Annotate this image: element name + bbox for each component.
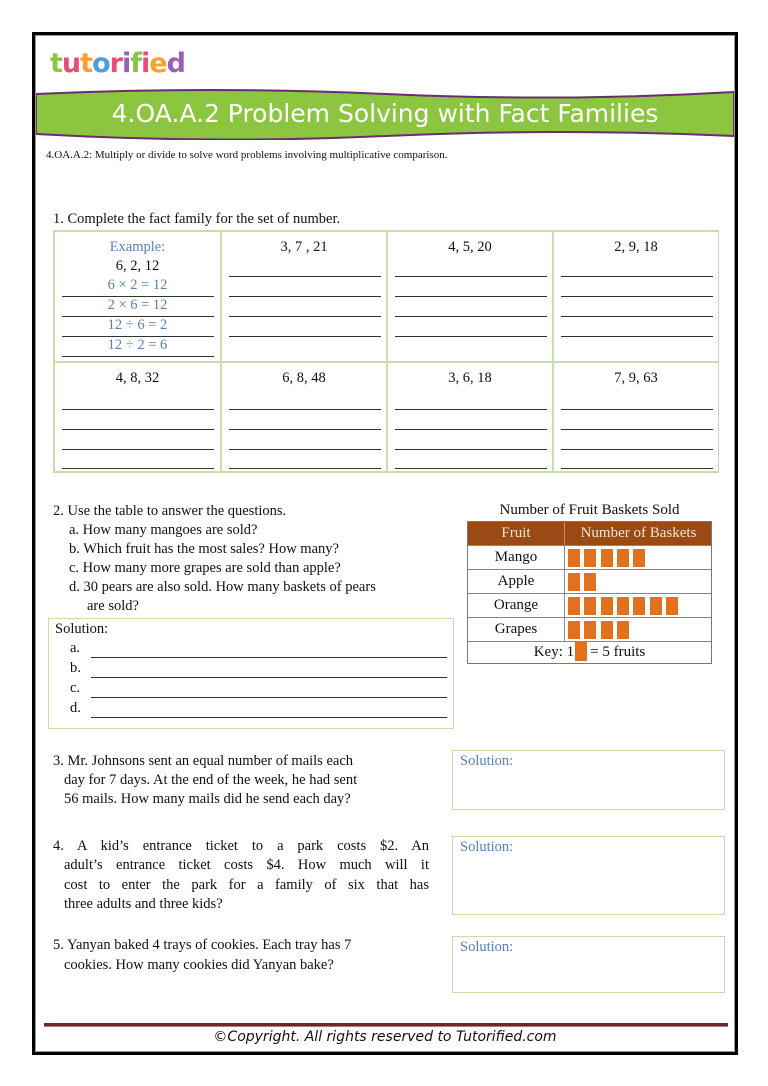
question-2d-cont: are sold? xyxy=(87,598,139,614)
answer-label-d: d. xyxy=(70,700,81,716)
header-fruit: Fruit xyxy=(501,525,531,541)
number-set: 7, 9, 63 xyxy=(614,370,658,386)
answer-line[interactable] xyxy=(395,296,547,297)
answer-line-b[interactable] xyxy=(91,677,447,678)
number-set: 3, 6, 18 xyxy=(448,370,492,386)
basket-bar xyxy=(568,597,580,615)
answer-line[interactable] xyxy=(62,468,214,469)
answer-line[interactable] xyxy=(229,468,381,469)
number-set: 2, 9, 18 xyxy=(614,239,658,255)
copyright: ©Copyright. All rights reserved to Tutorified.com xyxy=(213,1029,557,1045)
logo-letter: t xyxy=(80,48,93,79)
answer-line-c[interactable] xyxy=(91,697,447,698)
key-suffix: = 5 fruits xyxy=(590,644,646,660)
basket-bar xyxy=(666,597,678,615)
answer-line[interactable] xyxy=(561,429,713,430)
solution-label: Solution: xyxy=(55,621,109,637)
header-baskets: Number of Baskets xyxy=(564,522,712,545)
fact-family-cell xyxy=(553,362,719,472)
basket-bar xyxy=(584,621,596,639)
question-1-prompt: 1. Complete the fact family for the set of number. xyxy=(53,211,341,227)
example-fact: 6 × 2 = 12 xyxy=(107,277,168,293)
solution-label: Solution: xyxy=(460,753,514,769)
answer-label-c: c. xyxy=(70,680,81,696)
basket-bar xyxy=(601,597,613,615)
footer-rule xyxy=(44,1023,728,1027)
logo-letter: t xyxy=(50,48,62,79)
fact-family-cell xyxy=(221,362,387,472)
answer-line[interactable] xyxy=(62,449,214,450)
answer-line[interactable] xyxy=(229,276,381,277)
logo-letter: d xyxy=(166,48,185,79)
answer-line[interactable] xyxy=(561,449,713,450)
question-4-line-2: adult’s entrance ticket costs $4. How much will it xyxy=(64,857,429,873)
logo-letter: u xyxy=(61,48,81,79)
answer-line[interactable] xyxy=(229,316,381,317)
number-set: 3, 7 , 21 xyxy=(280,239,328,255)
basket-bar xyxy=(584,549,596,567)
example-fact: 12 ÷ 6 = 2 xyxy=(107,317,168,333)
solution-label: Solution: xyxy=(460,839,514,855)
answer-line[interactable] xyxy=(62,409,214,410)
basket-bar xyxy=(601,549,613,567)
chart-row-orange xyxy=(468,594,711,618)
answer-line[interactable] xyxy=(395,316,547,317)
chart-row-apple xyxy=(468,570,711,594)
solution-label: Solution: xyxy=(460,939,514,955)
question-5-line-2: cookies. How many cookies did Yanyan bake? xyxy=(64,957,334,973)
fact-family-table xyxy=(53,230,719,473)
question-2a: a. How many mangoes are sold? xyxy=(69,522,258,538)
answer-line[interactable] xyxy=(561,468,713,469)
logo-letter: e xyxy=(149,48,167,79)
fruit-label: Apple xyxy=(497,573,535,589)
answer-line[interactable] xyxy=(561,316,713,317)
question-2-prompt: 2. Use the table to answer the questions. xyxy=(53,503,287,519)
answer-line-d[interactable] xyxy=(91,717,447,718)
logo-letter: i xyxy=(121,48,131,79)
question-2d: d. 30 pears are also sold. How many baskets of pears xyxy=(69,579,376,595)
column-divider xyxy=(564,546,565,570)
page-title: 4.OA.A.2 Problem Solving with Fact Families xyxy=(111,99,659,128)
answer-line-a[interactable] xyxy=(91,657,447,658)
example-set: 6, 2, 12 xyxy=(115,258,160,274)
column-divider xyxy=(564,570,565,594)
fact-family-cell xyxy=(221,231,387,362)
question-3-line-3: 56 mails. How many mails did he send each day? xyxy=(64,791,351,807)
question-2c: c. How many more grapes are sold than apple? xyxy=(69,560,341,576)
fruit-label: Mango xyxy=(494,549,538,565)
answer-line[interactable] xyxy=(395,336,547,337)
pictograph-table xyxy=(467,521,712,664)
answer-line[interactable] xyxy=(395,429,547,430)
question-5-solution-box[interactable] xyxy=(452,936,725,993)
question-3-line-1: 3. Mr. Johnsons sent an equal number of mails each xyxy=(53,753,354,769)
example-label: Example: xyxy=(109,239,166,255)
basket-bar xyxy=(617,597,629,615)
basket-bar xyxy=(584,573,596,591)
fact-family-cell xyxy=(553,231,719,362)
fruit-label: Grapes xyxy=(494,621,538,637)
answer-line[interactable] xyxy=(62,429,214,430)
example-line[interactable] xyxy=(62,356,214,357)
question-2b: b. Which fruit has the most sales? How many? xyxy=(69,541,339,557)
basket-icon xyxy=(575,641,587,661)
fact-family-cell xyxy=(54,362,221,472)
chart-row-grapes xyxy=(468,618,711,642)
basket-bar xyxy=(617,549,629,567)
answer-line[interactable] xyxy=(229,449,381,450)
column-divider xyxy=(564,618,565,642)
basket-bar xyxy=(633,549,645,567)
answer-line[interactable] xyxy=(395,409,547,410)
answer-line[interactable] xyxy=(561,296,713,297)
logo-letter: r xyxy=(109,48,122,79)
answer-line[interactable] xyxy=(395,468,547,469)
column-divider xyxy=(564,594,565,618)
chart-row-mango xyxy=(468,546,711,570)
fact-family-cell xyxy=(387,362,553,472)
question-4-line-1: 4. A kid’s entrance ticket to a park costs $2. An xyxy=(53,838,429,854)
answer-label-b: b. xyxy=(70,660,81,676)
chart-title: Number of Fruit Baskets Sold xyxy=(499,502,680,518)
question-4-solution-box[interactable] xyxy=(452,836,725,915)
logo-letter: f xyxy=(130,48,141,79)
basket-bar xyxy=(601,621,613,639)
chart-key xyxy=(468,641,711,663)
question-3-line-2: day for 7 days. At the end of the week, he had sent xyxy=(64,772,358,788)
answer-line[interactable] xyxy=(561,336,713,337)
answer-line[interactable] xyxy=(229,409,381,410)
question-2-solution-box[interactable] xyxy=(48,618,454,729)
chart-header-row xyxy=(468,522,711,546)
answer-line[interactable] xyxy=(561,276,713,277)
answer-line[interactable] xyxy=(395,276,547,277)
number-set: 6, 8, 48 xyxy=(282,370,326,386)
logo-letter: o xyxy=(92,48,110,79)
fact-family-cell xyxy=(387,231,553,362)
question-5-line-1: 5. Yanyan baked 4 trays of cookies. Each tray has 7 xyxy=(53,937,352,953)
logo-letter: i xyxy=(140,48,150,79)
standard-description: 4.OA.A.2: Multiply or divide to solve word problems involving multiplicative comparison. xyxy=(46,149,448,161)
basket-bar xyxy=(633,597,645,615)
tutorified-logo xyxy=(50,48,185,79)
basket-bar xyxy=(568,621,580,639)
answer-line[interactable] xyxy=(395,449,547,450)
basket-bar xyxy=(568,549,580,567)
key-prefix: Key: 1 xyxy=(533,644,575,660)
answer-line[interactable] xyxy=(229,429,381,430)
answer-label-a: a. xyxy=(70,640,81,656)
answer-line[interactable] xyxy=(561,409,713,410)
number-set: 4, 8, 32 xyxy=(115,370,160,386)
basket-bar xyxy=(617,621,629,639)
question-4-line-3: cost to enter the park for a family of six that has xyxy=(64,877,429,893)
number-set: 4, 5, 20 xyxy=(448,239,492,255)
example-fact: 2 × 6 = 12 xyxy=(107,297,168,313)
basket-bar xyxy=(650,597,662,615)
answer-line[interactable] xyxy=(229,336,381,337)
fruit-label: Orange xyxy=(493,597,539,613)
basket-bar xyxy=(584,597,596,615)
example-fact: 12 ÷ 2 = 6 xyxy=(107,337,168,353)
answer-line[interactable] xyxy=(229,296,381,297)
example-cell xyxy=(54,231,221,362)
question-3-solution-box[interactable] xyxy=(452,750,725,810)
basket-bar xyxy=(568,573,580,591)
question-4-line-4: three adults and three kids? xyxy=(64,896,223,912)
